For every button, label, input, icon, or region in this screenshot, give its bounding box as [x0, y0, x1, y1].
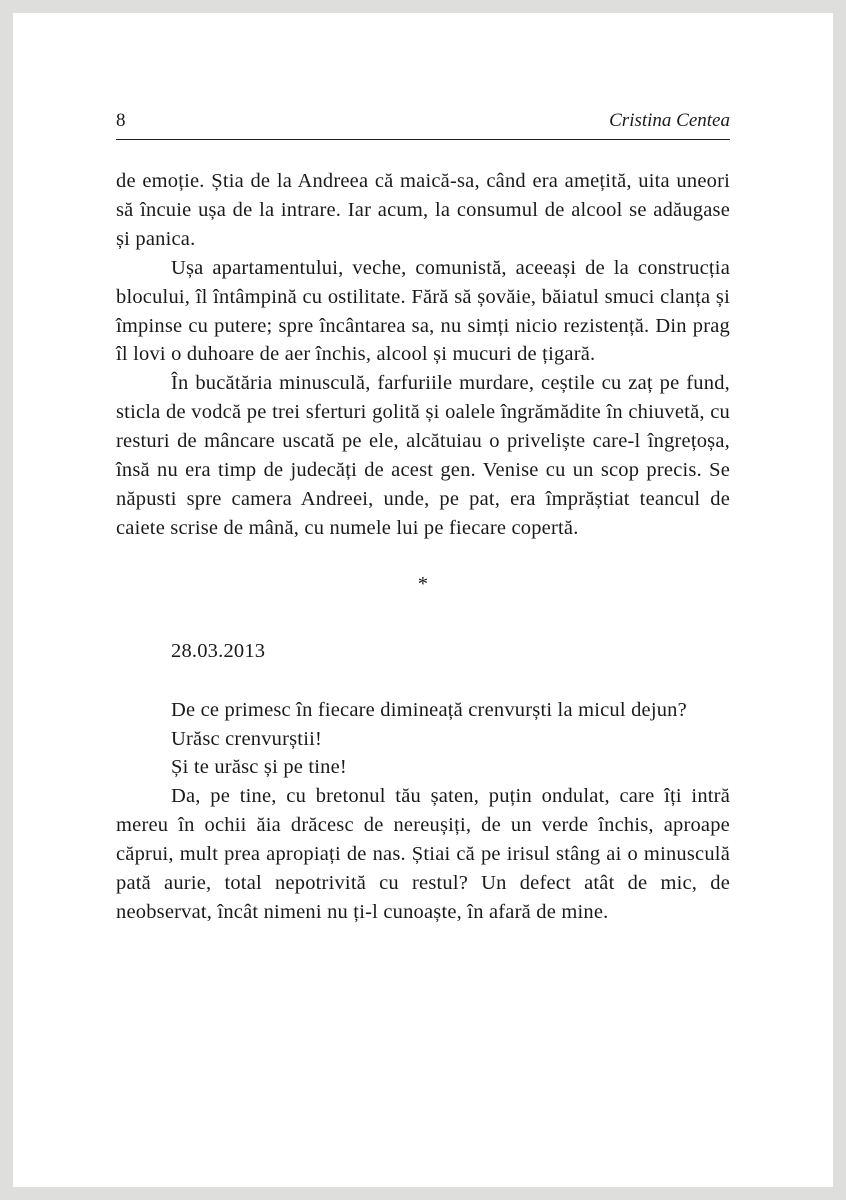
paragraph: Și te urăsc și pe tine! [171, 756, 347, 779]
paragraph: În bucătăria minusculă, farfuriile murdare, ceștile cu zaț pe fund, sticla de vodcă pe trei sferturi golită și oalele îngrămădite în chiuvetă, cu resturi de mâncare uscată pe ele, alcătuiau o priveliște care-l îngrețoșa, însă nu era timp de judecăți de acest gen. Venise cu un scop precis. Se năpusti spre camera Andreei, unde, pe pat, era împrăștiat teancul de caiete scrise de mână, cu numele lui pe fiecare copertă. [116, 372, 730, 539]
section-separator-asterisk: * [417, 572, 429, 595]
running-head-author: Cristina Centea [609, 110, 730, 131]
page [13, 13, 833, 1187]
paragraph: Ușa apartamentului, veche, comunistă, aceeași de la construcția blocului, îl întâmpină cu ostilitate. Fără să șovăie, băiatul smuci clanța și împinse cu putere; spre încântarea sa, nu simți nicio rezistență. Din prag îl lovi o duhoare de aer închis, alcool și mucuri de țigară. [116, 256, 730, 366]
page-content [116, 110, 730, 927]
page-number: 8 [116, 110, 126, 131]
paragraph: Urăsc crenvurștii! [171, 727, 323, 750]
paragraph: De ce primesc în fiecare dimineață crenvurști la micul dejun? [171, 698, 687, 721]
body-text [116, 167, 730, 927]
paragraph: Da, pe tine, cu bretonul tău șaten, puțin ondulat, care îți intră mereu în ochii ăia drăcesc de nereușiți, de un verde închis, aproape căprui, mult prea apropiați de nas. Știai că pe irisul stâng ai o minusculă pată aurie, total nepotrivită cu restul? Un defect atât de mic, de neobservat, încât nimeni nu ți-l cunoaște, în afară de mine. [116, 785, 730, 923]
diary-entry-date: 28.03.2013 [171, 639, 266, 662]
running-header [116, 110, 730, 140]
paragraph: de emoție. Știa de la Andreea că maică-sa, când era amețită, uita uneori să încuie ușa de la intrare. Iar acum, la consumul de alcool se adăugase și panica. [116, 170, 730, 250]
